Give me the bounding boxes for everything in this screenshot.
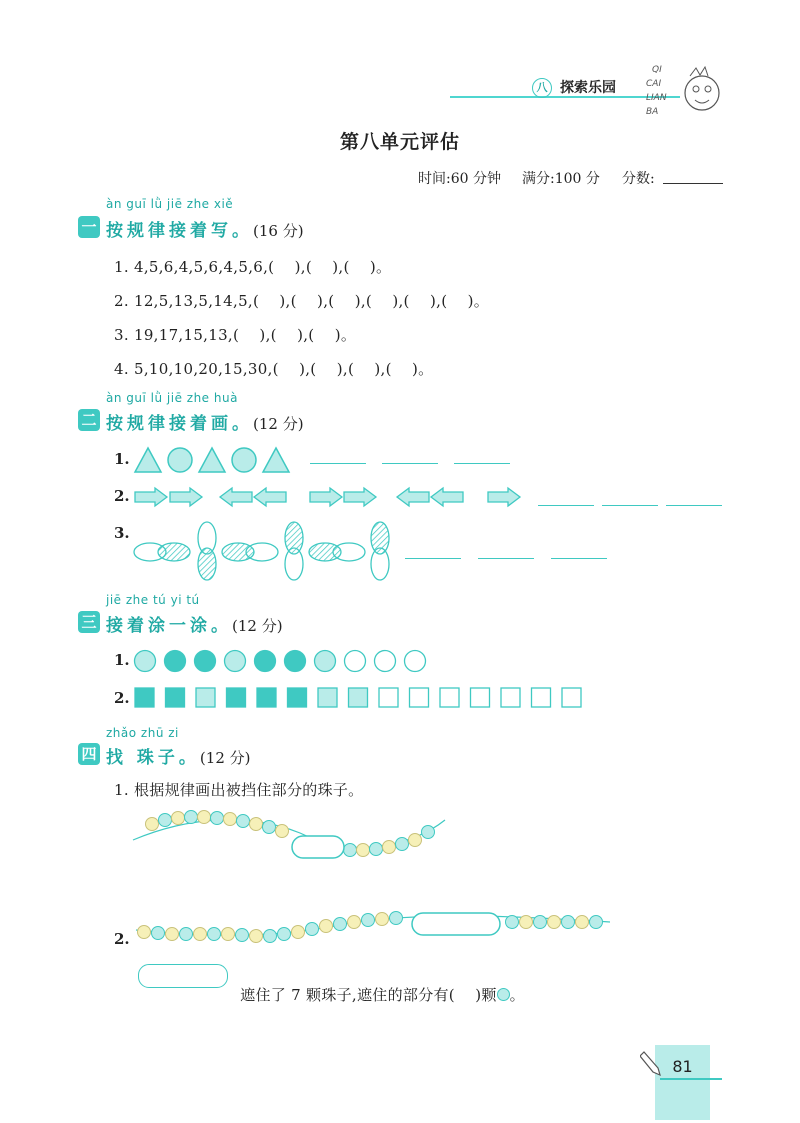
oval-shape: [285, 522, 303, 554]
oval-shape: [371, 522, 389, 554]
question-4-2-text: 遮住了 7 颗珠子,遮住的部分有( )颗 。: [240, 986, 525, 1004]
full-score-label: 满分:100 分: [522, 171, 600, 187]
coloring-circle[interactable]: [285, 651, 306, 672]
bead: [344, 844, 357, 857]
bead-string-1: [130, 808, 450, 868]
bead: [264, 930, 277, 943]
bead: [172, 812, 185, 825]
coloring-square[interactable]: [166, 688, 185, 707]
section-1-number: 一: [78, 216, 100, 238]
section-1-title: 按规律接着写。(16 分): [106, 221, 304, 241]
coloring-circle[interactable]: [225, 651, 246, 672]
bead: [390, 912, 403, 925]
question-1-2: 2. 12,5,13,5,14,5,( ),( ),( ),( ),( ),( )。: [114, 292, 490, 310]
coloring-circle[interactable]: [135, 651, 156, 672]
page-number: 81: [672, 1057, 693, 1076]
score-blank[interactable]: [663, 183, 723, 184]
bead: [370, 843, 383, 856]
question-1-3: 3. 19,17,15,13,( ),( ),( )。: [114, 326, 357, 344]
bead: [548, 916, 561, 929]
bead-cover-box: [292, 836, 344, 858]
left-arrow-shape: [397, 488, 429, 506]
coloring-square[interactable]: [257, 688, 276, 707]
page-number-rule: [660, 1078, 722, 1080]
circle-coloring-row: [132, 647, 432, 675]
bead: [506, 916, 519, 929]
answer-blank[interactable]: [454, 463, 510, 464]
bead: [180, 928, 193, 941]
right-arrow-shape: [310, 488, 342, 506]
bead: [185, 811, 198, 824]
bead: [278, 928, 291, 941]
bead: [159, 814, 172, 827]
coloring-circle[interactable]: [165, 651, 186, 672]
bead: [250, 818, 263, 831]
answer-blank[interactable]: [310, 463, 366, 464]
oval-pattern-row: [132, 520, 402, 582]
coloring-circle[interactable]: [375, 651, 396, 672]
coloring-circle[interactable]: [345, 651, 366, 672]
triangle-shape: [135, 448, 161, 472]
coloring-square[interactable]: [288, 688, 307, 707]
bead-cover-box: [412, 913, 500, 935]
question-1-1: 1. 4,5,6,4,5,6,4,5,6,( ),( ),( )。: [114, 258, 392, 276]
question-1-4: 4. 5,10,10,20,15,30,( ),( ),( ),( )。: [114, 360, 434, 378]
bead: [138, 926, 151, 939]
coloring-circle[interactable]: [405, 651, 426, 672]
bead: [263, 821, 276, 834]
bead: [357, 844, 370, 857]
answer-blank[interactable]: [538, 505, 594, 506]
bead: [376, 913, 389, 926]
bead: [520, 916, 533, 929]
question-3-1-label: 1.: [114, 651, 130, 669]
coloring-square[interactable]: [532, 688, 551, 707]
triangle-shape: [199, 448, 225, 472]
circle-shape: [232, 448, 256, 472]
coloring-square[interactable]: [440, 688, 459, 707]
shape-pattern-row: [132, 445, 302, 475]
coloring-square[interactable]: [471, 688, 490, 707]
bead: [166, 928, 179, 941]
oval-shape: [309, 543, 341, 561]
bead: [152, 927, 165, 940]
bead: [422, 826, 435, 839]
question-4-1: 1. 根据规律画出被挡住部分的珠子。: [114, 781, 364, 799]
left-arrow-shape: [220, 488, 252, 506]
coloring-circle[interactable]: [315, 651, 336, 672]
svg-text:QI: QI: [652, 65, 662, 75]
coloring-square[interactable]: [501, 688, 520, 707]
section-2-title: 按规律接着画。(12 分): [106, 414, 304, 434]
bead: [306, 923, 319, 936]
coloring-square[interactable]: [135, 688, 154, 707]
coloring-square[interactable]: [227, 688, 246, 707]
bead: [362, 914, 375, 927]
unit-title: 探索乐园: [560, 80, 616, 96]
left-arrow-shape: [254, 488, 286, 506]
circle-shape: [168, 448, 192, 472]
bead: [576, 916, 589, 929]
section-2-number: 二: [78, 409, 100, 431]
bead: [222, 928, 235, 941]
unit-badge: 八: [532, 78, 552, 98]
bead: [334, 918, 347, 931]
page-title: 第八单元评估: [339, 131, 460, 153]
coloring-square[interactable]: [318, 688, 337, 707]
answer-blank[interactable]: [551, 558, 607, 559]
coloring-square[interactable]: [562, 688, 581, 707]
left-arrow-shape: [431, 488, 463, 506]
bead: [236, 929, 249, 942]
oval-shape: [222, 543, 254, 561]
coloring-circle[interactable]: [195, 651, 216, 672]
answer-blank[interactable]: [405, 558, 461, 559]
bead: [250, 930, 263, 943]
arrow-pattern-row: [132, 485, 532, 509]
bead: [224, 813, 237, 826]
oval-shape: [198, 548, 216, 580]
bead: [409, 834, 422, 847]
section-3-title: 接着涂一涂。(12 分): [106, 616, 283, 636]
question-3-2-label: 2.: [114, 689, 130, 707]
coloring-square[interactable]: [379, 688, 398, 707]
bead-icon: [497, 988, 510, 1001]
section-3-pinyin: jiē zhe tú yi tú: [106, 593, 200, 607]
coloring-square[interactable]: [349, 688, 368, 707]
brand-logo: [640, 58, 725, 123]
bead: [562, 916, 575, 929]
bead: [348, 916, 361, 929]
bead: [396, 838, 409, 851]
right-arrow-shape: [170, 488, 202, 506]
bead-cover-box: [138, 964, 228, 988]
answer-blank[interactable]: [602, 505, 658, 506]
section-4-title: 找 珠子。(12 分): [106, 748, 251, 768]
svg-text:LIAN: LIAN: [646, 93, 667, 103]
bead: [276, 825, 289, 838]
question-2-2-label: 2.: [114, 487, 130, 505]
pencil-icon: [640, 1048, 662, 1078]
bead: [292, 926, 305, 939]
bead: [590, 916, 603, 929]
answer-blank[interactable]: [478, 558, 534, 559]
answer-blank[interactable]: [666, 505, 722, 506]
bead: [194, 928, 207, 941]
section-3-number: 三: [78, 611, 100, 633]
coloring-square[interactable]: [196, 688, 215, 707]
bead: [208, 928, 221, 941]
section-4-number: 四: [78, 743, 100, 765]
coloring-square[interactable]: [410, 688, 429, 707]
section-2-pinyin: àn guī lǜ jiē zhe huà: [106, 391, 238, 405]
score-label: 分数:: [622, 171, 655, 187]
triangle-shape: [263, 448, 289, 472]
section-1-pinyin: àn guī lǜ jiē zhe xiě: [106, 197, 234, 211]
answer-blank[interactable]: [382, 463, 438, 464]
question-2-3-label: 3.: [114, 524, 130, 542]
bead: [198, 811, 211, 824]
question-2-1-label: 1.: [114, 450, 130, 468]
svg-text:BA: BA: [646, 107, 659, 117]
right-arrow-shape: [344, 488, 376, 506]
right-arrow-shape: [135, 488, 167, 506]
bead: [237, 815, 250, 828]
coloring-circle[interactable]: [255, 651, 276, 672]
bead: [211, 812, 224, 825]
bead: [320, 920, 333, 933]
bead-string-2: [134, 908, 614, 948]
svg-text:CAI: CAI: [646, 79, 662, 89]
oval-shape: [158, 543, 190, 561]
square-coloring-row: [132, 686, 602, 710]
time-label: 时间:60 分钟: [418, 171, 501, 187]
question-4-2-label: 2.: [114, 930, 130, 948]
bead: [383, 841, 396, 854]
bead: [534, 916, 547, 929]
section-4-pinyin: zhǎo zhū zi: [106, 726, 179, 740]
right-arrow-shape: [488, 488, 520, 506]
bead: [146, 818, 159, 831]
